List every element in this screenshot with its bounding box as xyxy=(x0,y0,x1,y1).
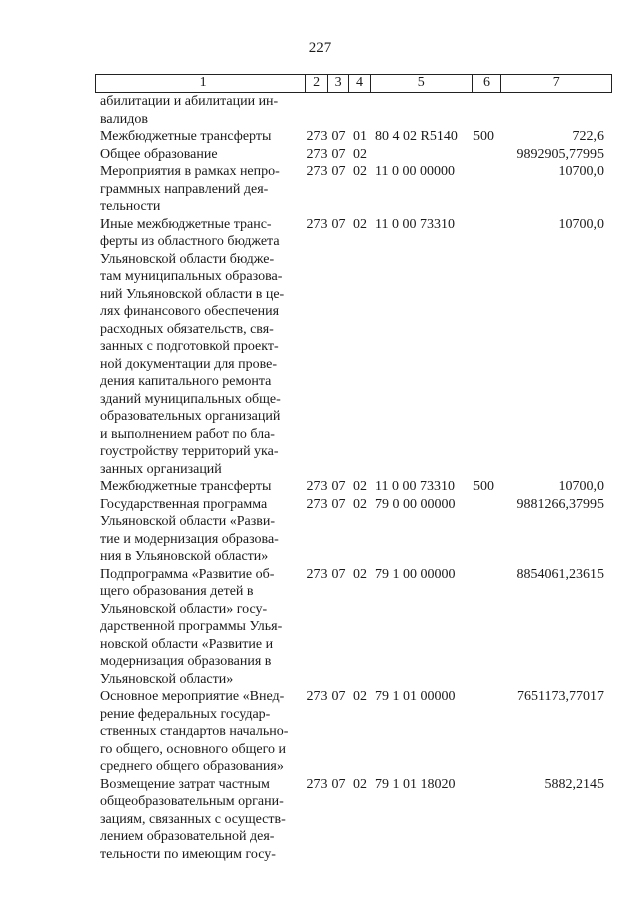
item-name-line: гоустройству территорий ука- xyxy=(100,444,279,459)
subsection-code-cell: 02 xyxy=(353,164,367,179)
subsection-code-cell: 02 xyxy=(353,496,367,512)
item-name-line: Основное мероприятие «Внед- xyxy=(100,689,285,704)
item-name-line: абилитации и абилитации ин- xyxy=(100,94,279,109)
target-code-cell: 11 0 00 00000 xyxy=(375,164,455,179)
item-name-line: тие и модернизация образова- xyxy=(100,531,279,547)
item-name-line: занных организаций xyxy=(100,461,222,477)
amount-cell: 10700,0 xyxy=(558,479,604,494)
table-row xyxy=(95,146,612,164)
item-name-line: Межбюджетные трансферты xyxy=(100,129,272,144)
admin-code-cell: 273 xyxy=(306,566,328,582)
section-code-cell: 07 xyxy=(331,776,346,792)
admin-code-cell: 273 xyxy=(306,479,328,494)
item-name-line: ния в Ульяновской области» xyxy=(100,549,269,564)
admin-code-cell: 273 xyxy=(306,776,328,792)
item-name-line: го общего, основного общего и xyxy=(100,741,286,757)
item-name-cell xyxy=(95,776,306,864)
column-header: 7 xyxy=(552,75,560,90)
amount-cell: 10700,0 xyxy=(558,164,604,179)
item-name-cell xyxy=(95,93,306,128)
column-header: 1 xyxy=(96,75,306,92)
item-name-line: и выполнением работ по бла- xyxy=(100,426,275,442)
item-name-line: лением образовательной дея- xyxy=(100,829,275,844)
section-code-cell: 07 xyxy=(331,566,346,582)
item-name-line: ферты из областного бюджета xyxy=(100,234,280,249)
page-number: 227 xyxy=(308,40,332,56)
item-name-cell xyxy=(95,163,306,216)
item-name-cell xyxy=(95,216,306,479)
subsection-code-cell: 02 xyxy=(353,689,367,704)
amount-cell: 722,6 xyxy=(572,129,604,144)
item-name-cell xyxy=(95,146,306,164)
item-name-line: тельности xyxy=(100,199,161,214)
amount-cell: 9881266,37995 xyxy=(516,496,604,512)
item-name-line: ний Ульяновской области в це- xyxy=(100,286,285,302)
item-name-cell xyxy=(95,478,306,496)
item-name-line: общеобразовательным органи- xyxy=(100,794,284,809)
table-row xyxy=(95,566,612,689)
table-row xyxy=(95,496,612,566)
item-name-line: там муниципальных образова- xyxy=(100,269,283,284)
item-name-cell xyxy=(95,688,306,776)
column-header: 2 xyxy=(306,75,328,92)
item-name-line: расходных обязательств, свя- xyxy=(100,321,274,337)
amount-cell: 10700,0 xyxy=(558,216,604,232)
item-name-line: граммных направлений дея- xyxy=(100,181,269,197)
item-name-line: новской области «Развитие и xyxy=(100,636,274,652)
target-code-cell: 79 1 01 18020 xyxy=(375,776,456,792)
item-name-line: Ульяновской области» xyxy=(100,671,234,687)
admin-code-cell: 273 xyxy=(306,496,328,512)
item-name-cell xyxy=(95,128,306,146)
column-header: 5 xyxy=(371,75,473,92)
column-header: 6 xyxy=(473,75,502,92)
expense-type-cell: 500 xyxy=(473,479,494,494)
section-code-cell: 07 xyxy=(331,216,346,232)
section-code-cell: 07 xyxy=(331,129,346,144)
table-row xyxy=(95,688,612,776)
table-row xyxy=(95,93,612,128)
item-name-line: зациям, связанных с осуществ- xyxy=(100,811,286,827)
item-name-line: рение федеральных государ- xyxy=(100,706,271,722)
admin-code-cell: 273 xyxy=(306,146,328,162)
column-header: 3 xyxy=(328,75,349,92)
target-code-cell: 79 0 00 00000 xyxy=(375,496,456,512)
target-code-cell: 79 1 00 00000 xyxy=(375,566,456,582)
section-code-cell: 07 xyxy=(331,164,346,179)
section-code-cell: 07 xyxy=(331,146,346,162)
amount-cell: 9892905,77995 xyxy=(516,146,604,162)
target-code-cell: 79 1 01 00000 xyxy=(375,689,456,704)
expense-type-cell: 500 xyxy=(473,129,494,144)
item-name-line: валидов xyxy=(100,111,148,127)
item-name-line: Подпрограмма «Развитие об- xyxy=(100,566,275,582)
amount-cell: 8854061,23615 xyxy=(516,566,604,582)
subsection-code-cell: 02 xyxy=(353,566,367,582)
amount-cell: 5882,2145 xyxy=(544,776,604,792)
item-name-line: лях финансового обеспечения xyxy=(100,304,280,319)
section-code-cell: 07 xyxy=(331,479,346,494)
item-name-line: Ульяновской области бюдже- xyxy=(100,251,275,267)
table-row xyxy=(95,128,612,146)
subsection-code-cell: 02 xyxy=(353,776,367,792)
item-name-line: занных с подготовкой проект- xyxy=(100,339,279,354)
table-row xyxy=(95,776,612,864)
amount-cell: 7651173,77017 xyxy=(517,689,604,704)
item-name-line: ной документации для прове- xyxy=(100,356,278,372)
budget-table xyxy=(95,74,612,863)
item-name-line: Ульяновской области «Разви- xyxy=(100,514,276,529)
item-name-line: дарственной программы Улья- xyxy=(100,619,283,634)
item-name-line: Возмещение затрат частным xyxy=(100,776,270,792)
section-code-cell: 07 xyxy=(331,689,346,704)
item-name-line: щего образования детей в xyxy=(100,584,254,599)
admin-code-cell: 273 xyxy=(306,689,328,704)
item-name-line: Мероприятия в рамках непро- xyxy=(100,164,280,179)
item-name-line: среднего общего образования» xyxy=(100,759,284,774)
table-row xyxy=(95,163,612,216)
target-code-cell: 11 0 00 73310 xyxy=(375,479,455,494)
admin-code-cell: 273 xyxy=(306,129,328,144)
subsection-code-cell: 02 xyxy=(353,146,367,162)
table-row xyxy=(95,216,612,479)
item-name-line: Общее образование xyxy=(100,146,218,162)
table-header xyxy=(95,74,612,93)
item-name-line: Ульяновской области» госу- xyxy=(100,601,268,617)
subsection-code-cell: 02 xyxy=(353,216,367,232)
admin-code-cell: 273 xyxy=(306,164,328,179)
item-name-line: модернизация образования в xyxy=(100,654,272,669)
item-name-line: Межбюджетные трансферты xyxy=(100,479,272,494)
item-name-cell xyxy=(95,566,306,689)
table-row xyxy=(95,478,612,496)
section-code-cell: 07 xyxy=(331,496,346,512)
item-name-line: ственных стандартов начально- xyxy=(100,724,289,739)
target-code-cell: 80 4 02 R5140 xyxy=(375,129,458,144)
item-name-line: зданий муниципальных обще- xyxy=(100,391,281,407)
item-name-line: тельности по имеющим госу- xyxy=(100,846,276,862)
subsection-code-cell: 01 xyxy=(353,129,367,144)
subsection-code-cell: 02 xyxy=(353,479,367,494)
target-code-cell: 11 0 00 73310 xyxy=(375,216,455,232)
item-name-line: образовательных организаций xyxy=(100,409,281,424)
item-name-line: Иные межбюджетные транс- xyxy=(100,216,272,232)
item-name-line: дения капитального ремонта xyxy=(100,374,272,389)
admin-code-cell: 273 xyxy=(306,216,328,232)
item-name-cell xyxy=(95,496,306,566)
table-body xyxy=(95,93,612,863)
column-header: 4 xyxy=(349,75,371,92)
item-name-line: Государственная программа xyxy=(100,496,268,512)
